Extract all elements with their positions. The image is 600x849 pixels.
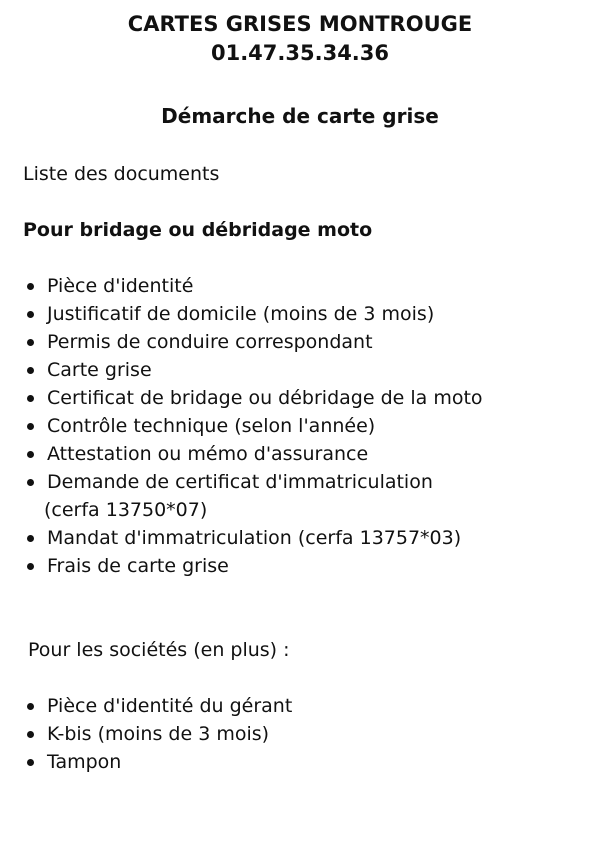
bullet-icon [27,563,34,570]
bullet-icon [27,283,34,290]
page-title: Démarche de carte grise [161,104,439,128]
bullet-icon [27,479,34,486]
bullet-icon [27,759,34,766]
page-header [0,10,600,68]
list-item: Contrôle technique (selon l'année) [23,412,483,440]
bullet-icon [27,311,34,318]
section-heading-moto: Pour bridage ou débridage moto [23,219,373,241]
bullet-icon [27,395,34,402]
bullet-icon [27,423,34,430]
list-item: Tampon [23,748,292,776]
list-item: K-bis (moins de 3 mois) [23,720,292,748]
bullet-icon [27,367,34,374]
documents-intro: Liste des documents [23,163,220,185]
section-heading-societes: Pour les sociétés (en plus) : [28,639,290,661]
list-item: Attestation ou mémo d'assurance [23,440,483,468]
bullet-icon [27,535,34,542]
phone-number: 01.47.35.34.36 [210,41,390,65]
list-item: Justificatif de domicile (moins de 3 mois) [23,300,483,328]
bullet-icon [27,451,34,458]
company-name: CARTES GRISES MONTROUGE [127,12,473,36]
bullet-icon [27,731,34,738]
bullet-icon [27,339,34,346]
list-item: Frais de carte grise [23,552,483,580]
list-item: Pièce d'identité du gérant [23,692,292,720]
documents-list [23,272,483,580]
list-item-continuation: (cerfa 13750*07) [44,499,208,521]
societes-list [23,692,292,776]
list-item: Permis de conduire correspondant [23,328,483,356]
list-item: Mandat d'immatriculation (cerfa 13757*03) [23,524,483,552]
list-item: Pièce d'identité [23,272,483,300]
bullet-icon [27,703,34,710]
list-item: Demande de certificat d'immatriculation (cerfa 13750*07) [23,468,483,524]
list-item: Certificat de bridage ou débridage de la moto [23,384,483,412]
list-item: Carte grise [23,356,483,384]
